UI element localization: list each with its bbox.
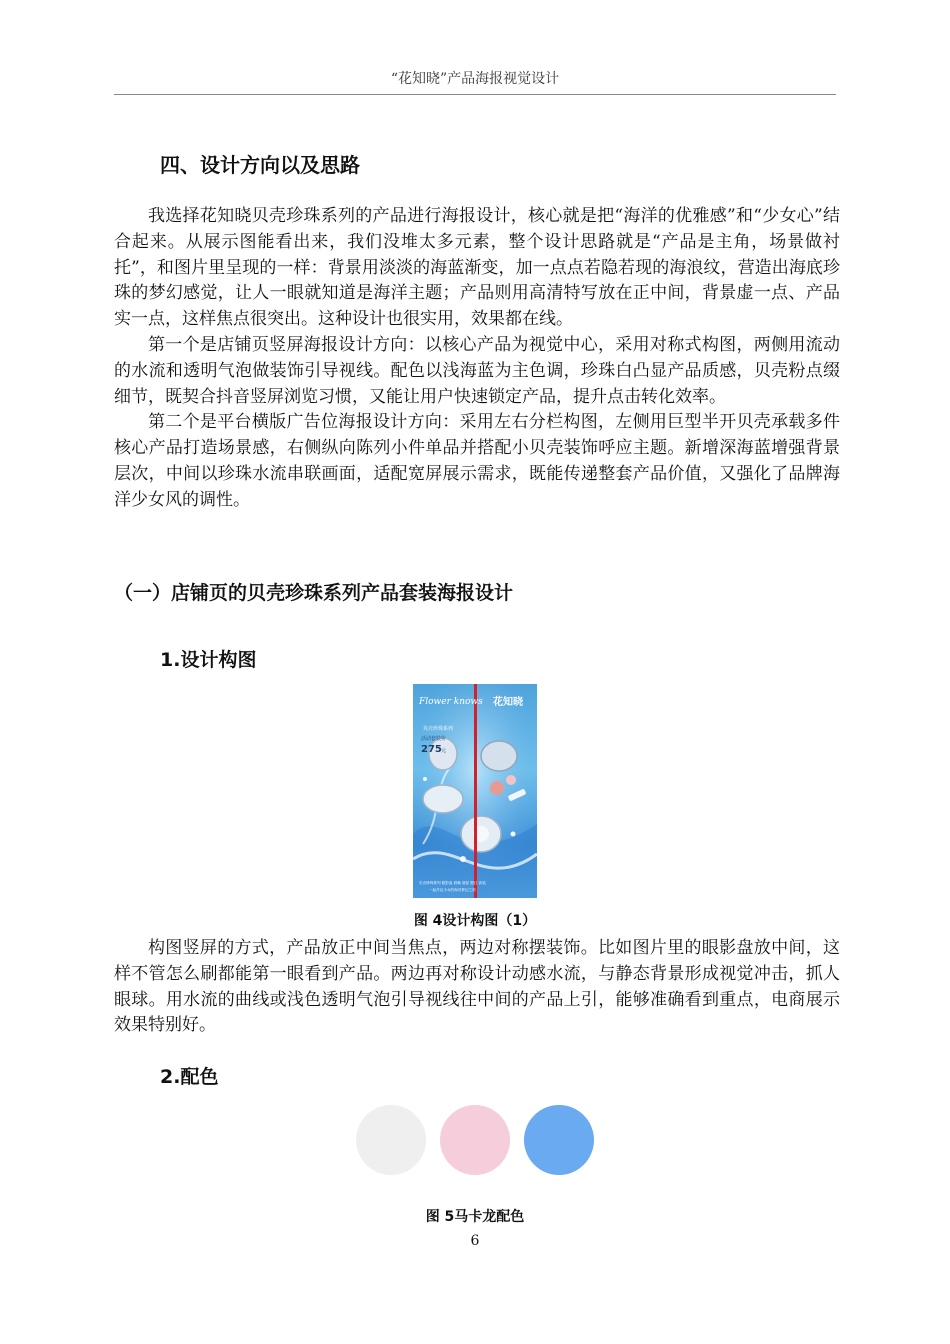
poster-footer-line2: 一起开启少女的海洋梦幻之旅 [429,888,476,892]
poster-artwork [413,684,537,898]
page-number: 6 [470,1233,480,1249]
paragraph: 我选择花知晓贝壳珍珠系列的产品进行海报设计，核心就是把“海洋的优雅感”和“少女心”结合起来。从展示图能看出来，我们没堆太多元素，整个设计思路就是“产品是主角，场景做衬托”，和图片里呈现的一样：背景用淡淡的海蓝渐变，加一点点若隐若现的海浪纹，营造出海底珍珠的梦幻感觉，让人一眼就知道是海洋主题；产品则用高清特写放在正中间，背景虚一点、产品实一点，这样焦点很突出。这种设计也很实用，效果都在线。 [114,206,840,330]
figure-caption-4: 图 4设计构图（1） [413,913,537,929]
poster-footer-line1: 贝壳珍珠系列 眼影盘 唇釉 唇泥 腮红 套装 [419,881,486,885]
section-heading: 四、设计方向以及思路 [160,153,360,177]
poster-brand-cn: 花知晓 [493,697,523,708]
poster-series: 贝壳珍珠系列 [423,726,454,732]
paragraph: 构图竖屏的方式，产品放正中间当焦点，两边对称摆装饰。比如图片里的眼影盘放中间，这样不管怎么刷都能第一眼看到产品。两边再对称设计动感水流，与静态背景形成视觉冲击，抓人眼球。用水流的曲线或浅色透明气泡引导视线往中间的产品上引，能够准确看到重点，电商展示效果特别好。 [114,938,840,1036]
poster-price-unit: 元 [441,748,447,754]
page-header: “花知晓”产品海报视觉设计 [390,71,560,87]
paragraph: 第二个是平台横版广告位海报设计方向：采用左右分栏构图，左侧用巨型半开贝壳承载多件核心产品打造场景感，右侧纵向陈列小件单品并搭配小贝壳装饰呼应主题。新增深海蓝增强背景层次，中间以珍珠水流串联画面，适配宽屏展示需求，既能传递整套产品价值，又强化了品牌海洋少女风的调性。 [114,412,840,510]
poster-thumbnail [413,684,537,898]
color-swatch-blue [524,1105,594,1175]
paragraph: 第一个是店铺页竖屏海报设计方向：以核心产品为视觉中心，采用对称式构图，两侧用流动的水流和透明气泡做装饰引导视线。配色以浅海蓝为主色调，珍珠白凸显产品质感，贝壳粉点缀细节，既契合抖音竖屏浏览习惯，又能让用户快速锁定产品，提升点击转化效率。 [114,334,840,407]
poster-brand-script: Flower knows [419,697,483,707]
item-heading-composition: 1.设计构图 [160,649,257,671]
subsection-heading: （一）店铺页的贝壳珍珠系列产品套装海报设计 [114,582,514,604]
header-rule [114,94,836,95]
color-swatch-light-gray [356,1105,426,1175]
poster-promo: 活动套装价 [421,736,447,742]
color-swatch-pink [440,1105,510,1175]
figure-caption-5: 图 5马卡龙配色 [425,1209,525,1225]
poster-price: 275 [421,744,442,755]
body-text-block-1 [114,204,840,514]
item-heading-color: 2.配色 [160,1066,219,1088]
body-text-block-2 [114,936,840,1039]
